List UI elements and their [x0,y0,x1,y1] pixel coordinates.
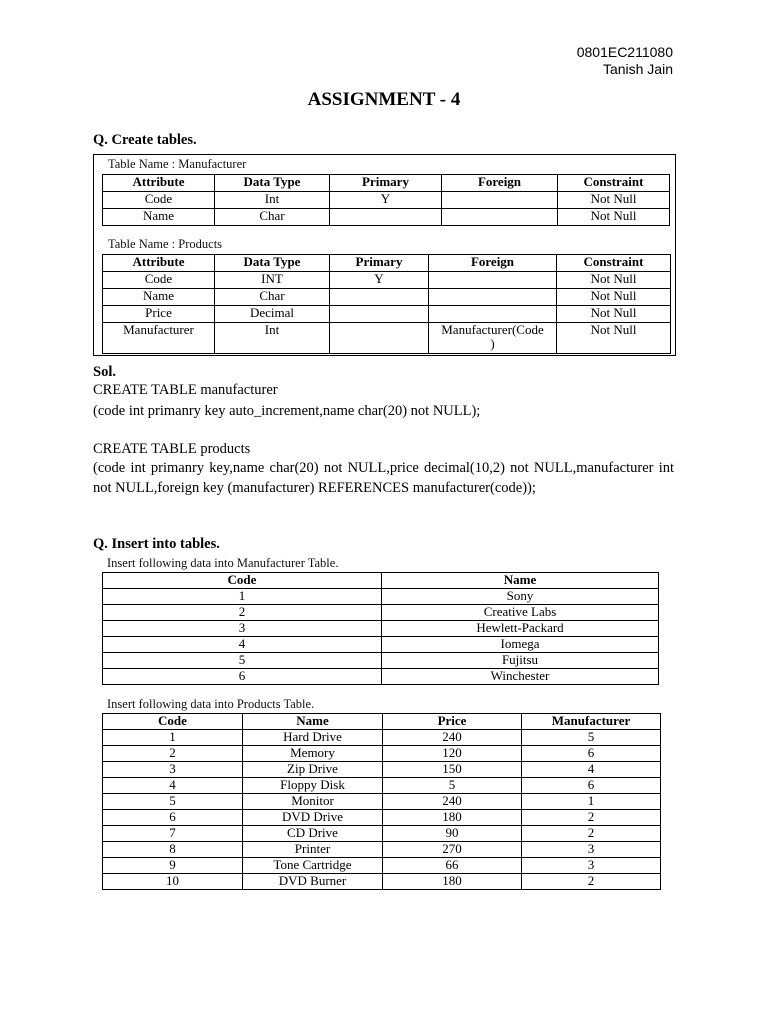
table-cell: 1 [103,589,382,605]
table-cell: 6 [522,778,661,794]
table-cell: Tone Cartridge [243,858,383,874]
table-row [103,762,661,778]
table-cell [429,289,557,306]
table-cell: Creative Labs [382,605,659,621]
table-cell: Not Null [557,272,671,289]
table-row [103,778,661,794]
solution-label: Sol. [93,364,116,380]
column-header: Primary [330,175,442,192]
table-cell [330,323,429,354]
table-cell: 8 [103,842,243,858]
table-cell: Hard Drive [243,730,383,746]
table-cell: 6 [103,810,243,826]
table-row [103,874,661,890]
table-cell: 4 [103,637,382,653]
table-cell: 5 [103,653,382,669]
table-cell: Floppy Disk [243,778,383,794]
table-cell: Int [215,192,330,209]
table-row [103,746,661,762]
table-cell: 270 [383,842,522,858]
student-name: Tanish Jain [602,61,673,77]
table-cell: 2 [103,746,243,762]
table-cell: 1 [103,730,243,746]
table-cell: Manufacturer(Code ) [429,323,557,354]
table-row [103,826,661,842]
table-cell: Int [215,323,330,354]
table-cell [442,192,558,209]
table-row [103,589,659,605]
table-cell: Y [330,192,442,209]
table-cell: 4 [103,778,243,794]
table-row [103,192,670,209]
column-header: Data Type [215,175,330,192]
table-cell: Sony [382,589,659,605]
table-row [103,842,661,858]
table-cell: Monitor [243,794,383,810]
manufacturer-insert-caption: Insert following data into Manufacturer Table. [107,556,339,570]
table-header-row [103,255,671,272]
table-cell: Decimal [215,306,330,323]
table-cell: Not Null [557,306,671,323]
table-row [103,323,671,354]
table-row [103,289,671,306]
table-cell: Y [330,272,429,289]
products-insert-caption: Insert following data into Products Table. [107,697,315,711]
table-cell: 240 [383,794,522,810]
column-header: Constraint [557,255,671,272]
table-row [103,637,659,653]
table-cell: Char [215,209,330,226]
products-data-table [102,713,661,890]
table-row [103,272,671,289]
table-cell: Not Null [557,289,671,306]
table-row [103,730,661,746]
table-row [103,858,661,874]
table-cell: Not Null [558,209,670,226]
table-cell: 2 [522,826,661,842]
table-cell: 6 [103,669,382,685]
table-cell [330,306,429,323]
table-cell [429,272,557,289]
table-cell: Code [103,272,215,289]
column-header: Name [243,714,383,730]
table-cell: Manufacturer [103,323,215,354]
table-cell: 3 [522,858,661,874]
table-cell: 66 [383,858,522,874]
column-header: Attribute [103,255,215,272]
table-row [103,794,661,810]
table-cell [330,209,442,226]
table-cell: 10 [103,874,243,890]
column-header: Attribute [103,175,215,192]
table-cell: Not Null [558,192,670,209]
create-tables-image-box [93,154,676,356]
table-cell: 2 [522,874,661,890]
manufacturer-data-table [102,572,659,685]
table-cell: Fujitsu [382,653,659,669]
table-cell: 90 [383,826,522,842]
table-cell [429,306,557,323]
table-cell: 2 [103,605,382,621]
table-cell: 5 [522,730,661,746]
table-row [103,621,659,637]
column-header: Foreign [442,175,558,192]
table-cell: 180 [383,874,522,890]
table-row [103,810,661,826]
column-header: Code [103,573,382,589]
table-cell: 4 [522,762,661,778]
products-table-caption: Table Name : Products [108,237,223,251]
table-cell [442,209,558,226]
table-row [103,306,671,323]
table-row [103,669,659,685]
table-cell: 2 [522,810,661,826]
table-cell: Winchester [382,669,659,685]
table-cell: Code [103,192,215,209]
sql-create-manufacturer-line1: CREATE TABLE manufacturer [93,382,278,398]
column-header: Constraint [558,175,670,192]
table-row [103,653,659,669]
column-header: Primary [330,255,429,272]
manufacturer-table-caption: Table Name : Manufacturer [108,157,247,171]
sql-create-products-line1: CREATE TABLE products [93,441,251,457]
question-insert-tables: Q. Insert into tables. [93,536,220,552]
table-cell: DVD Burner [243,874,383,890]
table-cell: Price [103,306,215,323]
table-header-row [103,573,659,589]
table-cell: 6 [522,746,661,762]
table-cell: 120 [383,746,522,762]
table-cell: Hewlett-Packard [382,621,659,637]
table-cell: 3 [103,762,243,778]
question-create-tables: Q. Create tables. [93,132,197,148]
table-cell: Printer [243,842,383,858]
column-header: Foreign [429,255,557,272]
table-cell: 180 [383,810,522,826]
table-cell: 150 [383,762,522,778]
column-header: Data Type [215,255,330,272]
table-cell: 7 [103,826,243,842]
column-header: Price [383,714,522,730]
table-cell: 240 [383,730,522,746]
roll-number: 0801EC211080 [576,44,673,60]
table-cell: CD Drive [243,826,383,842]
table-cell: 5 [383,778,522,794]
products-schema-table [102,254,671,354]
column-header: Code [103,714,243,730]
table-header-row [103,714,661,730]
table-cell: INT [215,272,330,289]
table-header-row [103,175,670,192]
column-header: Manufacturer [522,714,661,730]
table-cell: Memory [243,746,383,762]
table-cell: Name [103,209,215,226]
table-cell: Char [215,289,330,306]
table-row [103,209,670,226]
table-cell: Name [103,289,215,306]
table-cell: 1 [522,794,661,810]
table-row [103,605,659,621]
table-cell: 5 [103,794,243,810]
table-cell: 9 [103,858,243,874]
sql-create-manufacturer-line2: (code int primanry key auto_increment,name char(20) not NULL); [93,403,481,419]
table-cell: 3 [103,621,382,637]
table-cell: 3 [522,842,661,858]
table-cell: DVD Drive [243,810,383,826]
table-cell [330,289,429,306]
table-cell: Iomega [382,637,659,653]
table-cell: Zip Drive [243,762,383,778]
sql-create-products-body: (code int primanry key,name char(20) not NULL,price decimal(10,2) not NULL,manufacturer int not NULL,foreign key (manufacturer) REFERENCES manufacturer(code)); [93,460,674,496]
column-header: Name [382,573,659,589]
page-title: ASSIGNMENT - 4 [307,89,461,110]
table-cell: Not Null [557,323,671,354]
manufacturer-schema-table [102,174,670,226]
